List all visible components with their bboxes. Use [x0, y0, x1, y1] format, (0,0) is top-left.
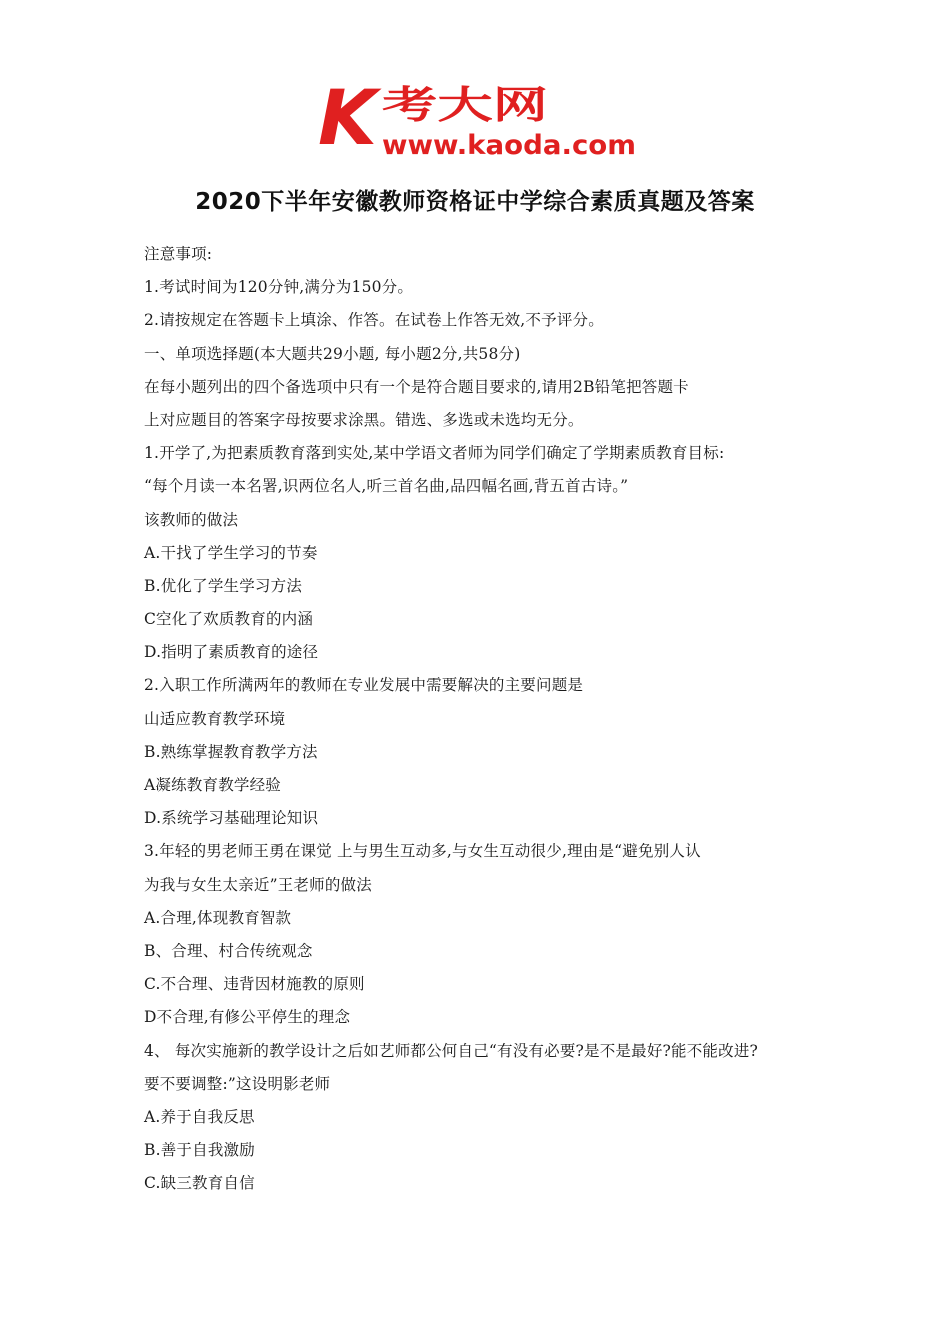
text-line: A.合理,体现教育智款 [144, 908, 292, 927]
text-line: B.善于自我激励 [144, 1141, 255, 1160]
text-line: D不合理,有修公平停生的理念 [144, 1008, 351, 1027]
text-line: 山适应教育教学环境 [144, 709, 286, 728]
text-line: D.系统学习基础理论知识 [144, 809, 319, 828]
logo-brand-text: 考大网 [382, 83, 548, 127]
text-line: 1.考试时间为120分钟,满分为150分。 [144, 278, 414, 297]
document-title: 2020下半年安徽教师资格证中学综合素质真题及答案 [195, 189, 755, 215]
text-line: D.指明了素质教育的途径 [144, 643, 319, 662]
text-line: 注意事项: [144, 245, 213, 263]
logo-url-text: www.kaoda.com [382, 130, 636, 160]
text-line: B、合理、村合传统观念 [144, 941, 313, 960]
text-line: A.干找了学生学习的节奏 [144, 543, 318, 562]
text-line: C.不合理、违背因材施教的原则 [144, 975, 365, 994]
text-line: A凝练教育教学经验 [144, 776, 281, 794]
text-line: B.优化了学生学习方法 [144, 576, 303, 595]
text-line: 该教师的做法 [144, 510, 239, 529]
kaoda-logo [318, 78, 640, 160]
text-line: 上对应题目的答案字母按要求涂黑。错选、多选或未选均无分。 [144, 410, 584, 429]
logo-k-mark: K [318, 78, 377, 160]
text-line: 3.年轻的男老师王勇在课觉 上与男生互动多,与女生互动很少,理由是“避免别人认 [144, 842, 701, 861]
document-body [144, 238, 824, 1200]
text-line: 为我与女生太亲近”王老师的做法 [144, 875, 372, 894]
text-line: 一、单项选择题(本大题共29小题, 每小题2分,共58分) [144, 344, 521, 363]
text-line: 在每小题列出的四个备选项中只有一个是符合题目要求的,请用2B铅笔把答题卡 [144, 377, 689, 396]
text-line: B.熟练掌握教育教学方法 [144, 742, 318, 761]
text-line: “每个月读一本名署,识两位名人,听三首名曲,品四幅名画,背五首古诗。” [144, 477, 629, 496]
text-line: 2.入职工作所满两年的教师在专业发展中需要解决的主要问题是 [144, 676, 584, 695]
text-line: C空化了欢质教育的内涵 [144, 610, 314, 629]
text-line: 1.开学了,为把素质教育落到实处,某中学语文者师为同学们确定了学期素质教育目标: [144, 444, 725, 463]
text-line: 2.请按规定在答题卡上填涂、作答。在试卷上作答无效,不予评分。 [144, 311, 604, 330]
text-line: A.养于自我反思 [144, 1107, 255, 1126]
text-line: 要不要调整:”这设明影老师 [144, 1074, 331, 1093]
text-line: 4、 每次实施新的教学设计之后如艺师都公何自己“有没有必要?是不是最好?能不能改进? [144, 1041, 759, 1060]
text-line: C.缺三教育自信 [144, 1174, 255, 1193]
